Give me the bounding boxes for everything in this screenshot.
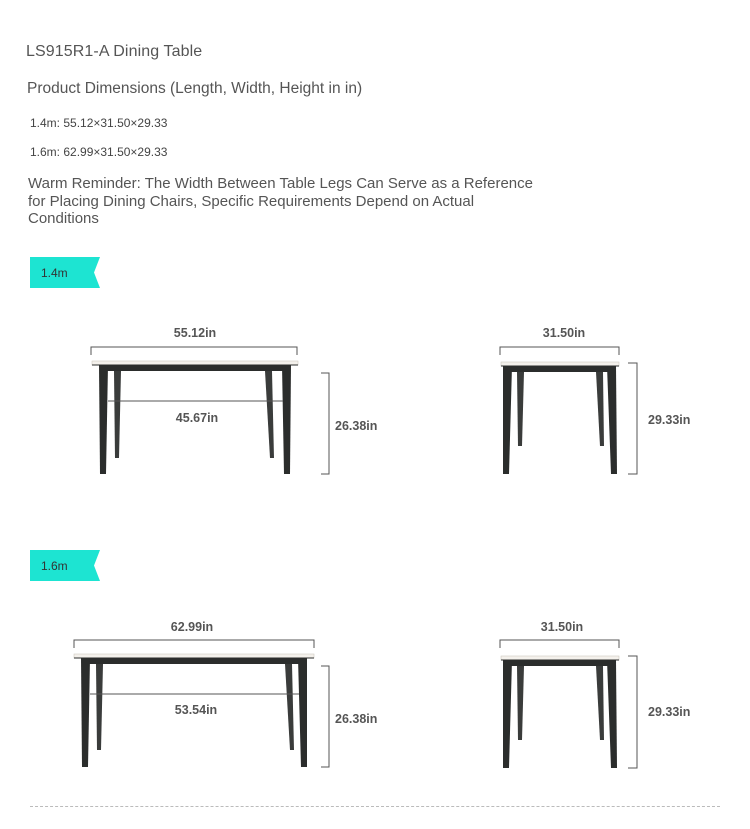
front-leg-span-label: 45.67in <box>175 411 219 425</box>
front-leg-span-label: 53.54in <box>174 703 218 717</box>
front-leg-height-label: 26.38in <box>335 419 378 433</box>
section-divider <box>30 806 720 807</box>
front-length-label: 55.12in <box>173 326 217 340</box>
size-line-1-4m: 1.4m: 55.12×31.50×29.33 <box>30 116 168 130</box>
height-dimension-line <box>628 363 637 474</box>
apron <box>107 365 283 371</box>
front-view <box>91 326 377 474</box>
side-height-label: 29.33in <box>648 413 691 427</box>
tabletop <box>74 654 314 658</box>
leg-front-right <box>298 658 307 767</box>
leg-back-left <box>96 664 103 750</box>
length-dimension-line <box>74 640 314 648</box>
leg-front-left <box>81 658 90 767</box>
warm-reminder: Warm Reminder: The Width Between Table Legs Can Serve as a Reference for Placing Dining Chairs, Specific Requirements Depend on Actual Conditions <box>28 175 533 227</box>
leg-height-dimension-line <box>321 666 329 767</box>
table-drawing-1-6m <box>0 614 750 804</box>
side-tabletop <box>501 656 619 660</box>
height-dimension-line <box>628 656 637 768</box>
leg-back-left <box>114 371 121 458</box>
leg-front-right <box>282 365 291 474</box>
side-leg-left <box>503 660 512 768</box>
side-width-label: 31.50in <box>540 620 584 634</box>
side-apron <box>510 660 610 666</box>
apron <box>89 658 299 664</box>
side-apron <box>510 366 610 372</box>
size-tag-label: 1.4m <box>41 266 68 280</box>
leg-front-left <box>99 365 108 474</box>
leg-back-right <box>265 371 274 458</box>
size-tag-label: 1.6m <box>41 559 68 573</box>
side-view <box>500 326 690 474</box>
product-title: LS915R1-A Dining Table <box>26 43 203 60</box>
dimensions-heading: Product Dimensions (Length, Width, Height in in) <box>27 80 363 97</box>
width-dimension-line <box>500 347 619 355</box>
size-tag-1-4m <box>30 257 100 288</box>
side-width-label: 31.50in <box>542 326 586 340</box>
front-view <box>74 620 377 767</box>
side-leg-left <box>503 366 512 474</box>
length-dimension-line <box>91 347 297 355</box>
side-leg-right <box>607 366 617 474</box>
side-tabletop <box>501 362 619 366</box>
front-leg-height-label: 26.38in <box>335 712 378 726</box>
tabletop <box>92 361 298 365</box>
side-view <box>500 620 690 768</box>
front-length-label: 62.99in <box>170 620 214 634</box>
table-drawing-1-4m <box>0 320 750 510</box>
size-line-1-6m: 1.6m: 62.99×31.50×29.33 <box>30 145 168 159</box>
leg-height-dimension-line <box>321 373 329 474</box>
side-height-label: 29.33in <box>648 705 691 719</box>
side-leg-right <box>607 660 617 768</box>
leg-back-right <box>285 664 294 750</box>
width-dimension-line <box>500 640 619 648</box>
size-tag-1-6m <box>30 550 100 581</box>
